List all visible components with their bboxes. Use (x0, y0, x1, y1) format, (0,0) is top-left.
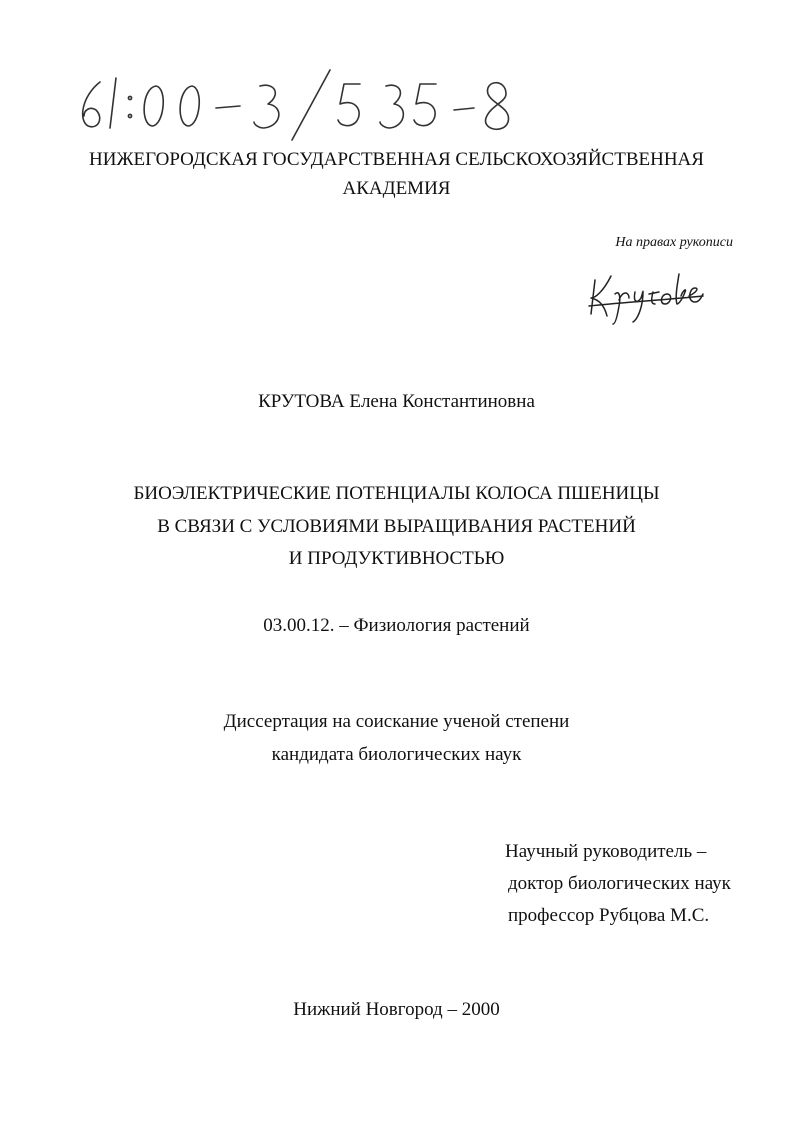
supervisor-degree: доктор биологических наук (508, 873, 731, 894)
supervisor-role: Научный руководитель – (505, 841, 707, 862)
dissertation-title-line1: БИОЭЛЕКТРИЧЕСКИЕ ПОТЕНЦИАЛЫ КОЛОСА ПШЕНИЦЫ (133, 483, 660, 504)
degree-line1: Диссертация на соискание ученой степени (223, 711, 570, 732)
specialty-code: 03.00.12. – Физиология растений (263, 615, 530, 636)
place-and-year: Нижний Новгород – 2000 (293, 999, 500, 1020)
author-name: КРУТОВА Елена Константиновна (258, 391, 535, 412)
supervisor-name: профессор Рубцова М.С. (508, 905, 710, 926)
handwritten-catalog-number (60, 64, 520, 144)
manuscript-rights-note: На правах рукописи (615, 235, 733, 250)
author-signature (585, 262, 705, 326)
dissertation-title-line2: В СВЯЗИ С УСЛОВИЯМИ ВЫРАЩИВАНИЯ РАСТЕНИЙ (157, 516, 636, 537)
institution-name-line1: НИЖЕГОРОДСКАЯ ГОСУДАРСТВЕННАЯ СЕЛЬСКОХОЗЯЙСТВЕННАЯ (89, 149, 704, 170)
institution-name-line2: АКАДЕМИЯ (342, 178, 451, 199)
dissertation-title-line3: И ПРОДУКТИВНОСТЬЮ (288, 548, 505, 569)
degree-line2: кандидата биологических наук (271, 744, 522, 765)
